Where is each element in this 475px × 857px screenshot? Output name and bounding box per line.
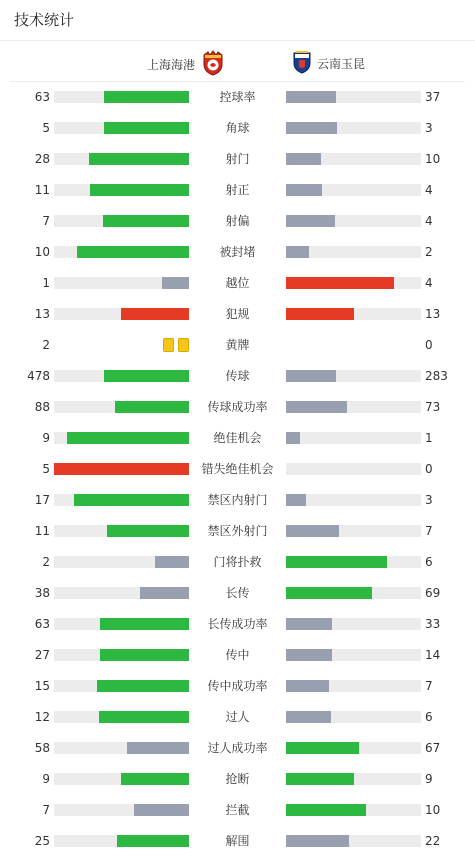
home-team[interactable] <box>147 50 225 80</box>
away-bar-fill <box>286 308 354 320</box>
away-value: 3 <box>425 121 433 135</box>
home-value: 2 <box>42 555 50 569</box>
home-bar-track <box>54 215 189 227</box>
stats-list <box>0 82 475 857</box>
stat-label: 绝佳机会 <box>213 431 262 445</box>
stat-row <box>0 144 475 175</box>
away-bar-track <box>286 804 421 816</box>
away-bar-fill <box>286 246 309 258</box>
home-value: 478 <box>27 369 50 383</box>
away-bar-fill <box>286 618 332 630</box>
away-bar-track <box>286 432 421 444</box>
away-value: 69 <box>425 586 441 600</box>
away-bar-fill <box>286 401 347 413</box>
away-bar-track <box>286 184 421 196</box>
home-bar-fill <box>162 277 189 289</box>
stat-label: 抢断 <box>225 772 250 786</box>
away-bar-track <box>286 91 421 103</box>
home-value: 25 <box>34 834 50 848</box>
home-bar-fill <box>104 91 189 103</box>
away-value: 3 <box>425 493 433 507</box>
stat-row <box>0 361 475 392</box>
home-value: 17 <box>34 493 50 507</box>
stat-row <box>0 516 475 547</box>
home-bar-track <box>54 401 189 413</box>
home-bar-track <box>54 122 189 134</box>
away-value: 4 <box>425 214 433 228</box>
away-bar-track <box>286 742 421 754</box>
away-bar-track <box>286 308 421 320</box>
stat-label: 过人成功率 <box>207 741 268 755</box>
home-value: 63 <box>34 90 50 104</box>
home-bar-track <box>54 246 189 258</box>
home-value: 27 <box>34 648 50 662</box>
away-value: 13 <box>425 307 441 321</box>
away-bar-fill <box>286 91 336 103</box>
away-value: 7 <box>425 524 433 538</box>
stat-row <box>0 640 475 671</box>
home-value: 28 <box>34 152 50 166</box>
away-bar-fill <box>286 184 322 196</box>
home-bar-fill <box>155 556 189 568</box>
home-bar-track <box>54 773 189 785</box>
home-bar-track <box>54 184 189 196</box>
yellow-card-icon <box>178 338 189 352</box>
away-bar-track <box>286 587 421 599</box>
away-value: 0 <box>425 462 433 476</box>
home-bar-fill <box>134 804 189 816</box>
home-value: 5 <box>42 462 50 476</box>
home-bar-track <box>54 835 189 847</box>
stat-label: 角球 <box>225 121 250 135</box>
away-team[interactable] <box>293 50 365 78</box>
away-bar-fill <box>286 711 331 723</box>
stat-row <box>0 795 475 826</box>
home-value: 2 <box>42 338 50 352</box>
home-bar-fill <box>107 525 189 537</box>
away-value: 4 <box>425 183 433 197</box>
away-bar-fill <box>286 649 332 661</box>
home-bar-fill <box>97 680 189 692</box>
home-bar-track <box>54 649 189 661</box>
yellow-card-icon <box>163 338 174 352</box>
home-bar-fill <box>140 587 189 599</box>
stat-label: 被封堵 <box>219 245 256 259</box>
home-bar-fill <box>117 835 189 847</box>
stat-label: 解围 <box>225 834 250 848</box>
away-value: 4 <box>425 276 433 290</box>
stat-label: 门将扑救 <box>213 555 262 569</box>
away-bar-track <box>286 246 421 258</box>
away-bar-track <box>286 556 421 568</box>
stat-label: 长传 <box>225 586 250 600</box>
away-bar-track <box>286 370 421 382</box>
home-bar-track <box>54 711 189 723</box>
away-bar-track <box>286 618 421 630</box>
home-value: 15 <box>34 679 50 693</box>
away-bar-fill <box>286 153 321 165</box>
away-bar-fill <box>286 432 300 444</box>
away-value: 6 <box>425 555 433 569</box>
stat-label: 拦截 <box>225 803 250 817</box>
home-bar-fill <box>104 370 189 382</box>
stat-row <box>0 237 475 268</box>
away-bar-track <box>286 463 421 475</box>
home-value: 7 <box>42 803 50 817</box>
away-bar-track <box>286 277 421 289</box>
home-value: 9 <box>42 431 50 445</box>
away-bar-fill <box>286 680 329 692</box>
home-bar-fill <box>100 618 189 630</box>
home-bar-track <box>54 680 189 692</box>
stat-row <box>0 175 475 206</box>
home-bar-track <box>54 432 189 444</box>
away-bar-fill <box>286 370 336 382</box>
stat-label: 传球 <box>225 369 250 383</box>
stat-row <box>0 547 475 578</box>
stat-label: 越位 <box>225 276 250 290</box>
away-value: 9 <box>425 772 433 786</box>
teams-header <box>10 42 465 80</box>
home-value: 9 <box>42 772 50 786</box>
home-bar-fill <box>67 432 189 444</box>
stat-label: 犯规 <box>225 307 250 321</box>
home-bar-track <box>54 804 189 816</box>
stat-label: 射门 <box>225 152 250 166</box>
away-value: 0 <box>425 338 433 352</box>
stat-label: 传球成功率 <box>207 400 268 414</box>
away-bar-fill <box>286 835 349 847</box>
away-value: 10 <box>425 803 441 817</box>
away-team-name: 云南玉昆 <box>317 57 366 71</box>
stat-row <box>0 826 475 857</box>
away-bar-fill <box>286 122 337 134</box>
stat-row <box>0 702 475 733</box>
stat-row <box>0 671 475 702</box>
home-value: 11 <box>34 524 50 538</box>
away-bar-track <box>286 773 421 785</box>
away-value: 6 <box>425 710 433 724</box>
away-bar-fill <box>286 494 306 506</box>
stat-label: 黄牌 <box>225 338 250 352</box>
away-bar-track <box>286 494 421 506</box>
home-bar-track <box>54 494 189 506</box>
away-bar-fill <box>286 215 335 227</box>
stat-row <box>0 206 475 237</box>
home-team-logo-icon <box>201 50 225 80</box>
away-bar-fill <box>286 277 394 289</box>
home-bar-track <box>54 308 189 320</box>
home-bar-track <box>54 91 189 103</box>
home-bar-fill <box>115 401 189 413</box>
stat-row <box>0 113 475 144</box>
home-value: 7 <box>42 214 50 228</box>
away-value: 2 <box>425 245 433 259</box>
home-value: 58 <box>34 741 50 755</box>
stat-row <box>0 485 475 516</box>
away-bar-track <box>286 153 421 165</box>
home-bar-fill <box>90 184 189 196</box>
away-bar-track <box>286 680 421 692</box>
stat-row <box>0 423 475 454</box>
stat-label: 射偏 <box>225 214 250 228</box>
home-value: 10 <box>34 245 50 259</box>
away-value: 283 <box>425 369 448 383</box>
home-bar-track <box>54 556 189 568</box>
stat-row <box>0 764 475 795</box>
away-value: 67 <box>425 741 441 755</box>
home-bar-track <box>54 277 189 289</box>
away-value: 1 <box>425 431 433 445</box>
away-value: 14 <box>425 648 441 662</box>
home-bar-fill <box>77 246 189 258</box>
home-bar-track <box>54 370 189 382</box>
away-bar-track <box>286 835 421 847</box>
stat-row <box>0 733 475 764</box>
home-bar-fill <box>121 308 189 320</box>
page-title: 技术统计 <box>14 11 75 29</box>
stat-row <box>0 330 475 361</box>
home-bar-fill <box>99 711 189 723</box>
stat-row <box>0 454 475 485</box>
home-bar-fill <box>121 773 189 785</box>
stat-label: 禁区外射门 <box>207 524 268 538</box>
away-value: 10 <box>425 152 441 166</box>
home-value: 12 <box>34 710 50 724</box>
home-bar-fill <box>100 649 189 661</box>
home-value: 38 <box>34 586 50 600</box>
home-value: 63 <box>34 617 50 631</box>
away-bar-track <box>286 649 421 661</box>
away-bar-track <box>286 215 421 227</box>
stat-row <box>0 609 475 640</box>
away-value: 33 <box>425 617 441 631</box>
home-bar-track <box>54 618 189 630</box>
away-bar-track <box>286 711 421 723</box>
stat-label: 禁区内射门 <box>207 493 268 507</box>
away-bar-track <box>286 525 421 537</box>
home-bar-track <box>54 742 189 754</box>
away-bar-track <box>286 401 421 413</box>
divider <box>0 40 475 41</box>
home-bar-fill <box>89 153 189 165</box>
stat-row <box>0 299 475 330</box>
stat-row <box>0 82 475 113</box>
home-bar-fill <box>54 463 189 475</box>
away-bar-fill <box>286 556 387 568</box>
home-bar-fill <box>104 122 189 134</box>
home-bar-track <box>54 587 189 599</box>
away-team-logo-icon <box>293 50 311 78</box>
away-bar-fill <box>286 742 359 754</box>
home-value: 88 <box>34 400 50 414</box>
stat-label: 过人 <box>225 710 250 724</box>
home-team-name: 上海海港 <box>146 58 195 72</box>
away-bar-fill <box>286 587 372 599</box>
home-value: 5 <box>42 121 50 135</box>
home-value: 13 <box>34 307 50 321</box>
away-bar-track <box>286 122 421 134</box>
stat-row <box>0 392 475 423</box>
home-bar-fill <box>103 215 189 227</box>
away-bar-fill <box>286 525 339 537</box>
home-bar-track <box>54 525 189 537</box>
home-value: 11 <box>34 183 50 197</box>
away-bar-fill <box>286 773 354 785</box>
home-bar-track <box>54 463 189 475</box>
home-value: 1 <box>42 276 50 290</box>
away-value: 22 <box>425 834 441 848</box>
stat-label: 传中成功率 <box>207 679 268 693</box>
home-bar-fill <box>74 494 189 506</box>
stat-row <box>0 268 475 299</box>
stat-label: 传中 <box>225 648 250 662</box>
stat-label: 射正 <box>225 183 250 197</box>
away-value: 37 <box>425 90 441 104</box>
stat-row <box>0 578 475 609</box>
stat-label: 错失绝佳机会 <box>201 462 274 476</box>
home-bar-track <box>54 153 189 165</box>
home-bar-fill <box>127 742 189 754</box>
away-value: 73 <box>425 400 441 414</box>
stat-label: 长传成功率 <box>207 617 268 631</box>
home-yellow-cards <box>54 338 189 352</box>
away-bar-fill <box>286 804 366 816</box>
away-value: 7 <box>425 679 433 693</box>
stat-label: 控球率 <box>219 90 256 104</box>
